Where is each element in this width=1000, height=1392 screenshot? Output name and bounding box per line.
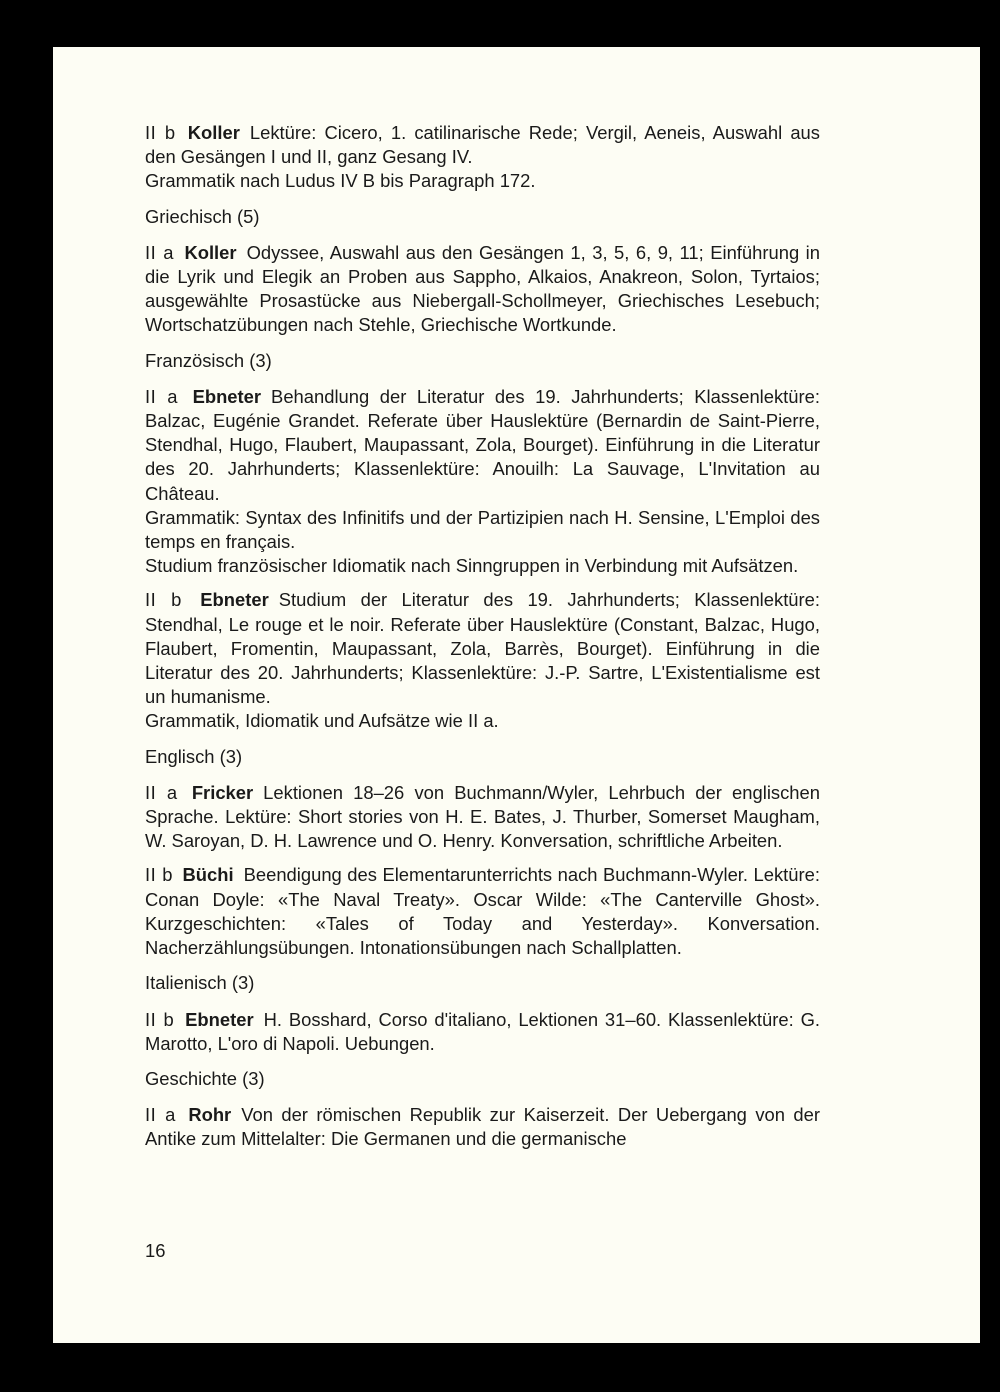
entry-note: Grammatik, Idiomatik und Aufsätze wie II a. [145,710,499,732]
entry-text: Lektüre: Cicero, 1. catilinarische Rede; Vergil, Aeneis, Auswahl aus den Gesängen I und II, ganz Gesang IV. [145,122,820,168]
class-label: II a [145,241,174,263]
class-label: II a [145,385,178,407]
class-label: II b [145,589,182,611]
entry-text: Lektionen 18–26 von Buchmann/Wyler, Lehrbuch der englischen Sprache. Lektüre: Short stories von H. E. Bates, J. Thurber, Somerset Maugham, W. Saroyan, D. H. Lawrence und O. Henry. Konversation, schriftliche Arbeiten. [145,781,820,852]
entry-paragraph [145,121,820,169]
class-label: II b [145,122,176,143]
teacher-name: Ebneter [185,1008,254,1030]
teacher-name: Ebneter [192,385,262,407]
subject-heading: Französisch (3) [145,349,272,371]
entry-text: Von der römischen Republik zur Kaiserzeit. Der Uebergang von der Antike zum Mittelalter: Die Germanen und die germanische [145,1104,820,1150]
subject-heading: Italienisch (3) [145,972,255,994]
entry-paragraph [145,863,820,960]
page-content [145,121,820,1162]
course-entry [145,1008,820,1056]
class-label: II b [145,864,173,886]
entry-paragraph [145,1103,820,1151]
page-number: 16 [145,1240,166,1261]
entry-text: Odyssee, Auswahl aus den Gesängen 1, 3, 5, 6, 9, 11; Einführung in die Lyrik und Elegik an Proben aus Sappho, Alkaios, Anakreon, Solon, Tyrtaios; ausgewählte Prosastücke aus Niebergall-Schollmeyer, Griechisches Lesebuch; Wortschatzübungen nach Stehle, Griechische Wortkunde. [145,241,820,336]
entry-text: H. Bosshard, Corso d'italiano, Lektionen 31–60. Klassenlektüre: G. Marotto, L'oro di Napoli. Uebungen. [145,1008,820,1054]
entry-paragraph [145,241,820,338]
entry-paragraph [145,385,820,506]
entry-note: Studium französischer Idiomatik nach Sinngruppen in Verbindung mit Aufsätzen. [145,555,799,577]
course-entry [145,241,820,338]
entry-text: Studium der Literatur des 19. Jahrhunderts; Klassenlektüre: Stendhal, Le rouge et le noir. Referate über Hauslektüre (Constant, Balzac, Hugo, Flaubert, Fromentin, Maupassant, Zola, Barrès, Bourget). Einführung in die Literatur des 20. Jahrhunderts; Klassenlektüre: J.-P. Sartre, L'Existentialisme est un humanisme. [145,589,820,708]
teacher-name: Büchi [182,864,234,886]
course-entry [145,1103,820,1151]
subject-heading: Englisch (3) [145,745,243,767]
course-entry [145,588,820,733]
course-entry [145,385,820,579]
teacher-name: Koller [187,122,240,143]
course-entry [145,863,820,960]
teacher-name: Rohr [188,1104,232,1126]
teacher-name: Ebneter [200,589,269,611]
subject-heading: Griechisch (5) [145,205,260,227]
course-entry [145,781,820,854]
entry-text: Beendigung des Elementarunterrichts nach Buchmann-Wyler. Lektüre: Conan Doyle: «The Naval Treaty». Oscar Wilde: «The Canterville Ghost». Kurzgeschichten: «Tales of Today and Yesterday». Konversation. Nacherzählungsübungen. Intonationsübungen nach Schallplatten. [145,864,820,959]
teacher-name: Koller [184,241,237,263]
class-label: II b [145,1008,175,1030]
entry-paragraph [145,781,820,854]
entry-paragraph [145,588,820,709]
class-label: II a [145,1104,176,1126]
entry-note: Grammatik nach Ludus IV B bis Paragraph 172. [145,170,536,192]
document-page [53,47,980,1343]
course-entry [145,121,820,194]
entry-note: Grammatik: Syntax des Infinitifs und der Partizipien nach H. Sensine, L'Emploi des temps en français. [145,506,820,553]
class-label: II a [145,781,178,803]
entry-paragraph [145,1008,820,1056]
teacher-name: Fricker [191,781,254,803]
subject-heading: Geschichte (3) [145,1067,265,1089]
entry-text: Behandlung der Literatur des 19. Jahrhunderts; Klassenlektüre: Balzac, Eugénie Grandet. Referate über Hauslektüre (Bernardin de Saint-Pierre, Stendhal, Hugo, Flaubert, Maupassant, Zola, Bourget). Einführung in die Literatur des 20. Jahrhunderts; Klassenlektüre: Anouilh: La Sauvage, L'Invitation au Château. [145,385,820,504]
